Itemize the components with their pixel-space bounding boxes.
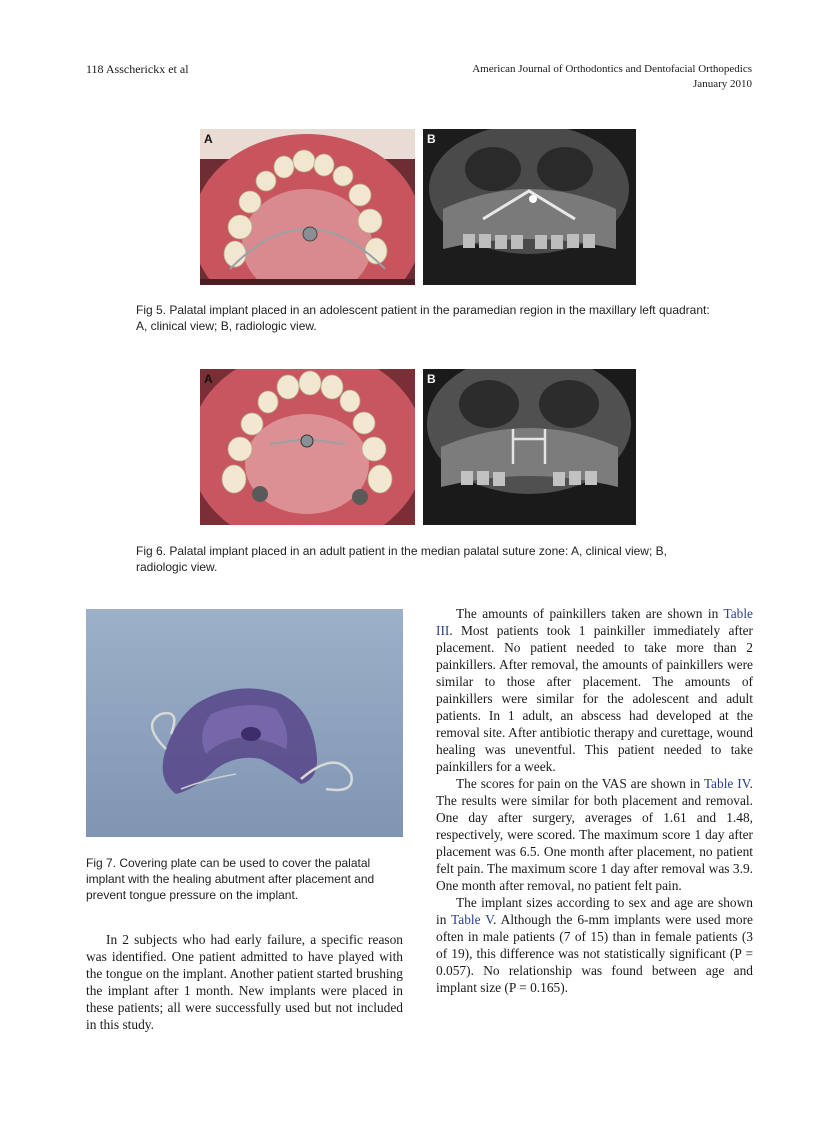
left-column-text bbox=[86, 931, 403, 1033]
fig5-xray-image bbox=[423, 129, 636, 285]
p1-text-before: The amounts of painkillers taken are shown in bbox=[456, 606, 724, 621]
table-iv-link[interactable]: Table IV bbox=[703, 776, 750, 791]
p1-text-after: . Most patients took 1 painkiller immediately after placement. No patient needed to take more than 2 painkillers. After removal, the amounts of painkillers were similar to those after placement. The amounts of painkillers were similar for the adolescent and adult patients. In 1 adult, an abscess had developed at the removal site. After antibiotic therapy and curettage, wound healing was uneventful. This patient needed to take painkillers for a week. bbox=[436, 623, 753, 774]
fig6-panel-b-label: B bbox=[427, 372, 436, 386]
fig7-caption: Fig 7. Covering plate can be used to cover the palatal implant with the healing abutment after placement and prevent tongue pressure on the implant. bbox=[86, 856, 375, 902]
fig5-clinical-photo bbox=[200, 129, 415, 285]
fig7-plate-image bbox=[86, 609, 403, 837]
running-head-right bbox=[472, 62, 752, 92]
fig5-clinical-image bbox=[200, 129, 415, 285]
left-paragraph-1: In 2 subjects who had early failure, a specific reason was identified. One patient admitted to have played with the tongue on the implant. Another patient started brushing the implant after 1 month. New implants were placed in these patients; all were successfully used but not included in this study. bbox=[86, 932, 403, 1032]
fig5-panel-b-label: B bbox=[427, 132, 436, 146]
p2-text-before: The scores for pain on the VAS are shown in bbox=[456, 776, 704, 791]
running-head-left: 118 Asscherickx et al bbox=[86, 62, 189, 76]
fig7-covering-plate-photo bbox=[86, 609, 403, 837]
fig6-radiograph bbox=[423, 369, 636, 525]
fig6-panel-a-label: A bbox=[204, 372, 213, 386]
issue-date: January 2010 bbox=[693, 78, 752, 90]
fig5-radiograph bbox=[423, 129, 636, 285]
fig6-xray-image bbox=[423, 369, 636, 525]
fig6-clinical-photo bbox=[200, 369, 415, 525]
fig5-caption: Fig 5. Palatal implant placed in an adolescent patient in the paramedian region in the maxillary left quadrant: A, clinical view; B, radiologic view. bbox=[136, 303, 710, 333]
p3-text-before: The implant sizes according to sex and age are shown in bbox=[436, 895, 753, 927]
table-iii-link[interactable]: Table III bbox=[436, 606, 753, 638]
journal-title: American Journal of Orthodontics and Dentofacial Orthopedics bbox=[472, 63, 752, 75]
p2-text-after: . The results were similar for both placement and removal. One day after surgery, averages of 1.61 and 1.48, respectively, were scored. The maximum score 1 day after placement was 6.5. One month after placement, no patient felt pain. The maximum score 1 day after removal was 3.9. One month after removal, no patient felt pain. bbox=[436, 776, 754, 893]
right-paragraph-3 bbox=[436, 894, 753, 996]
fig6-caption: Fig 6. Palatal implant placed in an adult patient in the median palatal suture zone: A, clinical view; B, radiologic view. bbox=[136, 544, 667, 574]
right-column-text bbox=[436, 605, 753, 996]
fig6-clinical-image bbox=[200, 369, 415, 525]
right-paragraph-2 bbox=[436, 775, 753, 894]
table-v-link[interactable]: Table V bbox=[451, 912, 494, 927]
fig5-panel-a-label: A bbox=[204, 132, 213, 146]
right-paragraph-1 bbox=[436, 605, 753, 775]
p3-text-after: . Although the 6-mm implants were used more often in male patients (7 of 15) than in female patients (3 of 19), this difference was not statistically significant (P = 0.057). No relationship was found between age and implant size (P = 0.165). bbox=[436, 912, 753, 995]
